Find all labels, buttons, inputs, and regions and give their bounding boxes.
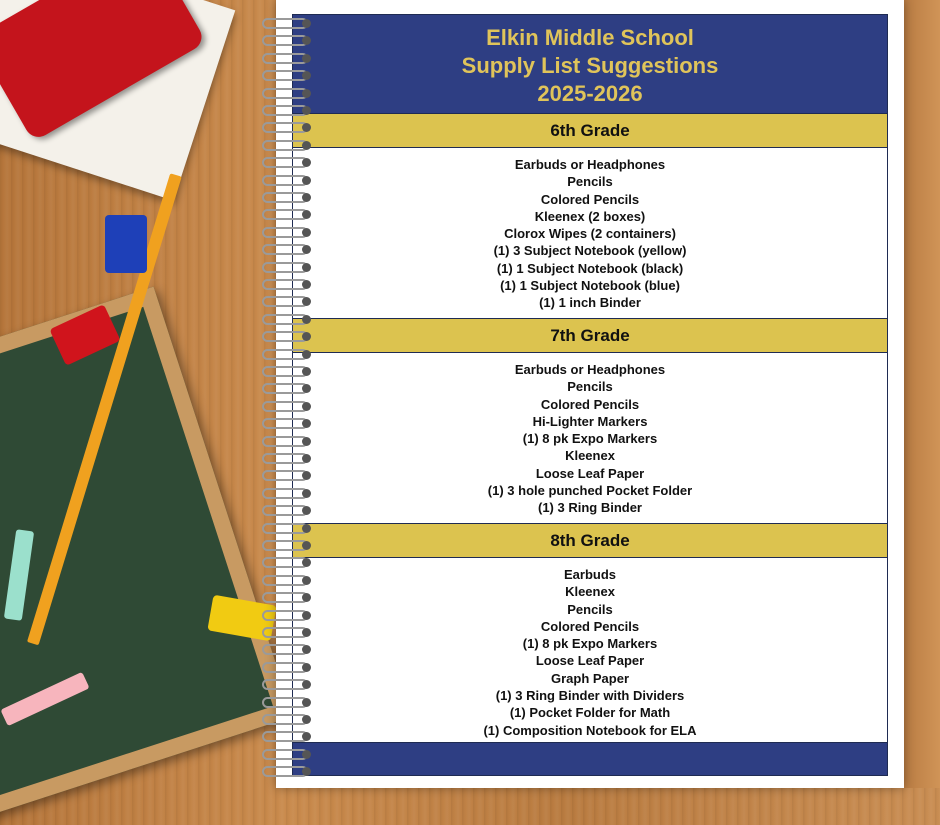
- spiral-binding: [262, 14, 322, 784]
- binding-hole: [302, 437, 311, 446]
- binding-hole: [302, 245, 311, 254]
- binding-hole: [302, 715, 311, 724]
- binding-hole: [302, 350, 311, 359]
- list-item: Kleenex: [565, 584, 615, 600]
- binding-hole: [302, 611, 311, 620]
- binding-hole: [302, 419, 311, 428]
- desk-edge: [904, 0, 940, 788]
- list-item: Earbuds or Headphones: [514, 362, 666, 377]
- list-item: Pencils: [567, 379, 613, 395]
- binding-hole: [302, 54, 311, 63]
- binding-hole: [302, 36, 311, 45]
- binding-hole: [302, 750, 311, 759]
- binding-hole: [302, 19, 311, 28]
- school-name: Elkin Middle School: [486, 25, 694, 50]
- list-item: (1) Composition Notebook for ELA: [483, 722, 697, 738]
- supply-list-7th: [293, 353, 887, 523]
- footer-bar: [293, 742, 887, 775]
- binding-hole: [302, 210, 311, 219]
- binding-hole: [302, 315, 311, 324]
- list-item: Loose Leaf Paper: [535, 465, 645, 481]
- binding-hole: [302, 71, 311, 80]
- chalkboard-decoration: [0, 287, 293, 825]
- supply-list-sheet: [276, 0, 904, 788]
- binding-hole: [302, 680, 311, 689]
- binding-hole: [302, 558, 311, 567]
- binding-hole: [302, 106, 311, 115]
- binding-hole: [302, 384, 311, 393]
- binding-hole: [302, 506, 311, 515]
- list-item: (1) Pocket Folder for Math: [509, 705, 671, 721]
- binding-hole: [302, 663, 311, 672]
- binding-hole: [302, 158, 311, 167]
- supply-list-6th: [293, 148, 887, 318]
- school-year: 2025-2026: [537, 81, 643, 106]
- binding-hole: [302, 228, 311, 237]
- binding-hole: [302, 576, 311, 585]
- binding-hole: [302, 193, 311, 202]
- list-item: Graph Paper: [550, 670, 630, 686]
- binding-hole: [302, 767, 311, 776]
- binding-hole: [302, 89, 311, 98]
- binding-hole: [302, 297, 311, 306]
- document-header: [293, 15, 887, 113]
- list-item: (1) 3 hole punched Pocket Folder: [487, 483, 693, 499]
- binding-hole: [302, 123, 311, 132]
- list-item: Clorox Wipes (2 containers): [504, 226, 676, 242]
- binding-hole: [302, 141, 311, 150]
- binding-hole: [302, 489, 311, 498]
- list-item: (1) 1 inch Binder: [539, 295, 641, 311]
- binding-hole: [302, 367, 311, 376]
- list-item: Kleenex (2 boxes): [534, 208, 646, 224]
- binding-hole: [302, 332, 311, 341]
- grade-heading-6th: 6th Grade: [293, 113, 887, 148]
- list-item: Hi-Lighter Markers: [532, 413, 648, 429]
- list-item: (1) 3 Subject Notebook (yellow): [493, 243, 687, 259]
- list-item: (1) 8 pk Expo Markers: [522, 636, 658, 652]
- binder-clip-decoration: [105, 215, 147, 273]
- binding-hole: [302, 628, 311, 637]
- binding-hole: [302, 541, 311, 550]
- list-item: Earbuds or Headphones: [514, 157, 666, 172]
- list-item: Pencils: [567, 601, 613, 617]
- list-item: Pencils: [567, 174, 613, 190]
- list-item: (1) 3 Ring Binder: [537, 500, 642, 516]
- binding-hole: [302, 732, 311, 741]
- grade-heading-8th: 8th Grade: [293, 523, 887, 558]
- list-item: Kleenex: [565, 448, 615, 464]
- list-item: (1) 1 Subject Notebook (black): [496, 260, 684, 276]
- binding-hole: [302, 524, 311, 533]
- supply-list-panel: [292, 14, 888, 776]
- list-item: (1) 1 Subject Notebook (blue): [500, 278, 680, 294]
- list-title: Supply List Suggestions: [461, 53, 719, 78]
- supply-list-8th: [293, 558, 887, 744]
- list-item: (1) 3 Ring Binder with Dividers: [495, 688, 685, 704]
- list-item: (1) 8 pk Expo Markers: [522, 431, 658, 447]
- binding-hole: [302, 402, 311, 411]
- list-item: Loose Leaf Paper: [535, 653, 645, 669]
- binding-hole: [302, 593, 311, 602]
- binding-hole: [302, 471, 311, 480]
- binding-hole: [302, 454, 311, 463]
- grade-heading-7th: 7th Grade: [293, 318, 887, 353]
- binding-hole: [302, 176, 311, 185]
- binding-hole: [302, 645, 311, 654]
- list-item: Colored Pencils: [540, 191, 640, 207]
- binding-hole: [302, 280, 311, 289]
- list-item: Earbuds: [563, 567, 616, 582]
- binding-hole: [302, 263, 311, 272]
- list-item: Colored Pencils: [540, 396, 640, 412]
- list-item: Colored Pencils: [540, 618, 640, 634]
- binding-hole: [302, 698, 311, 707]
